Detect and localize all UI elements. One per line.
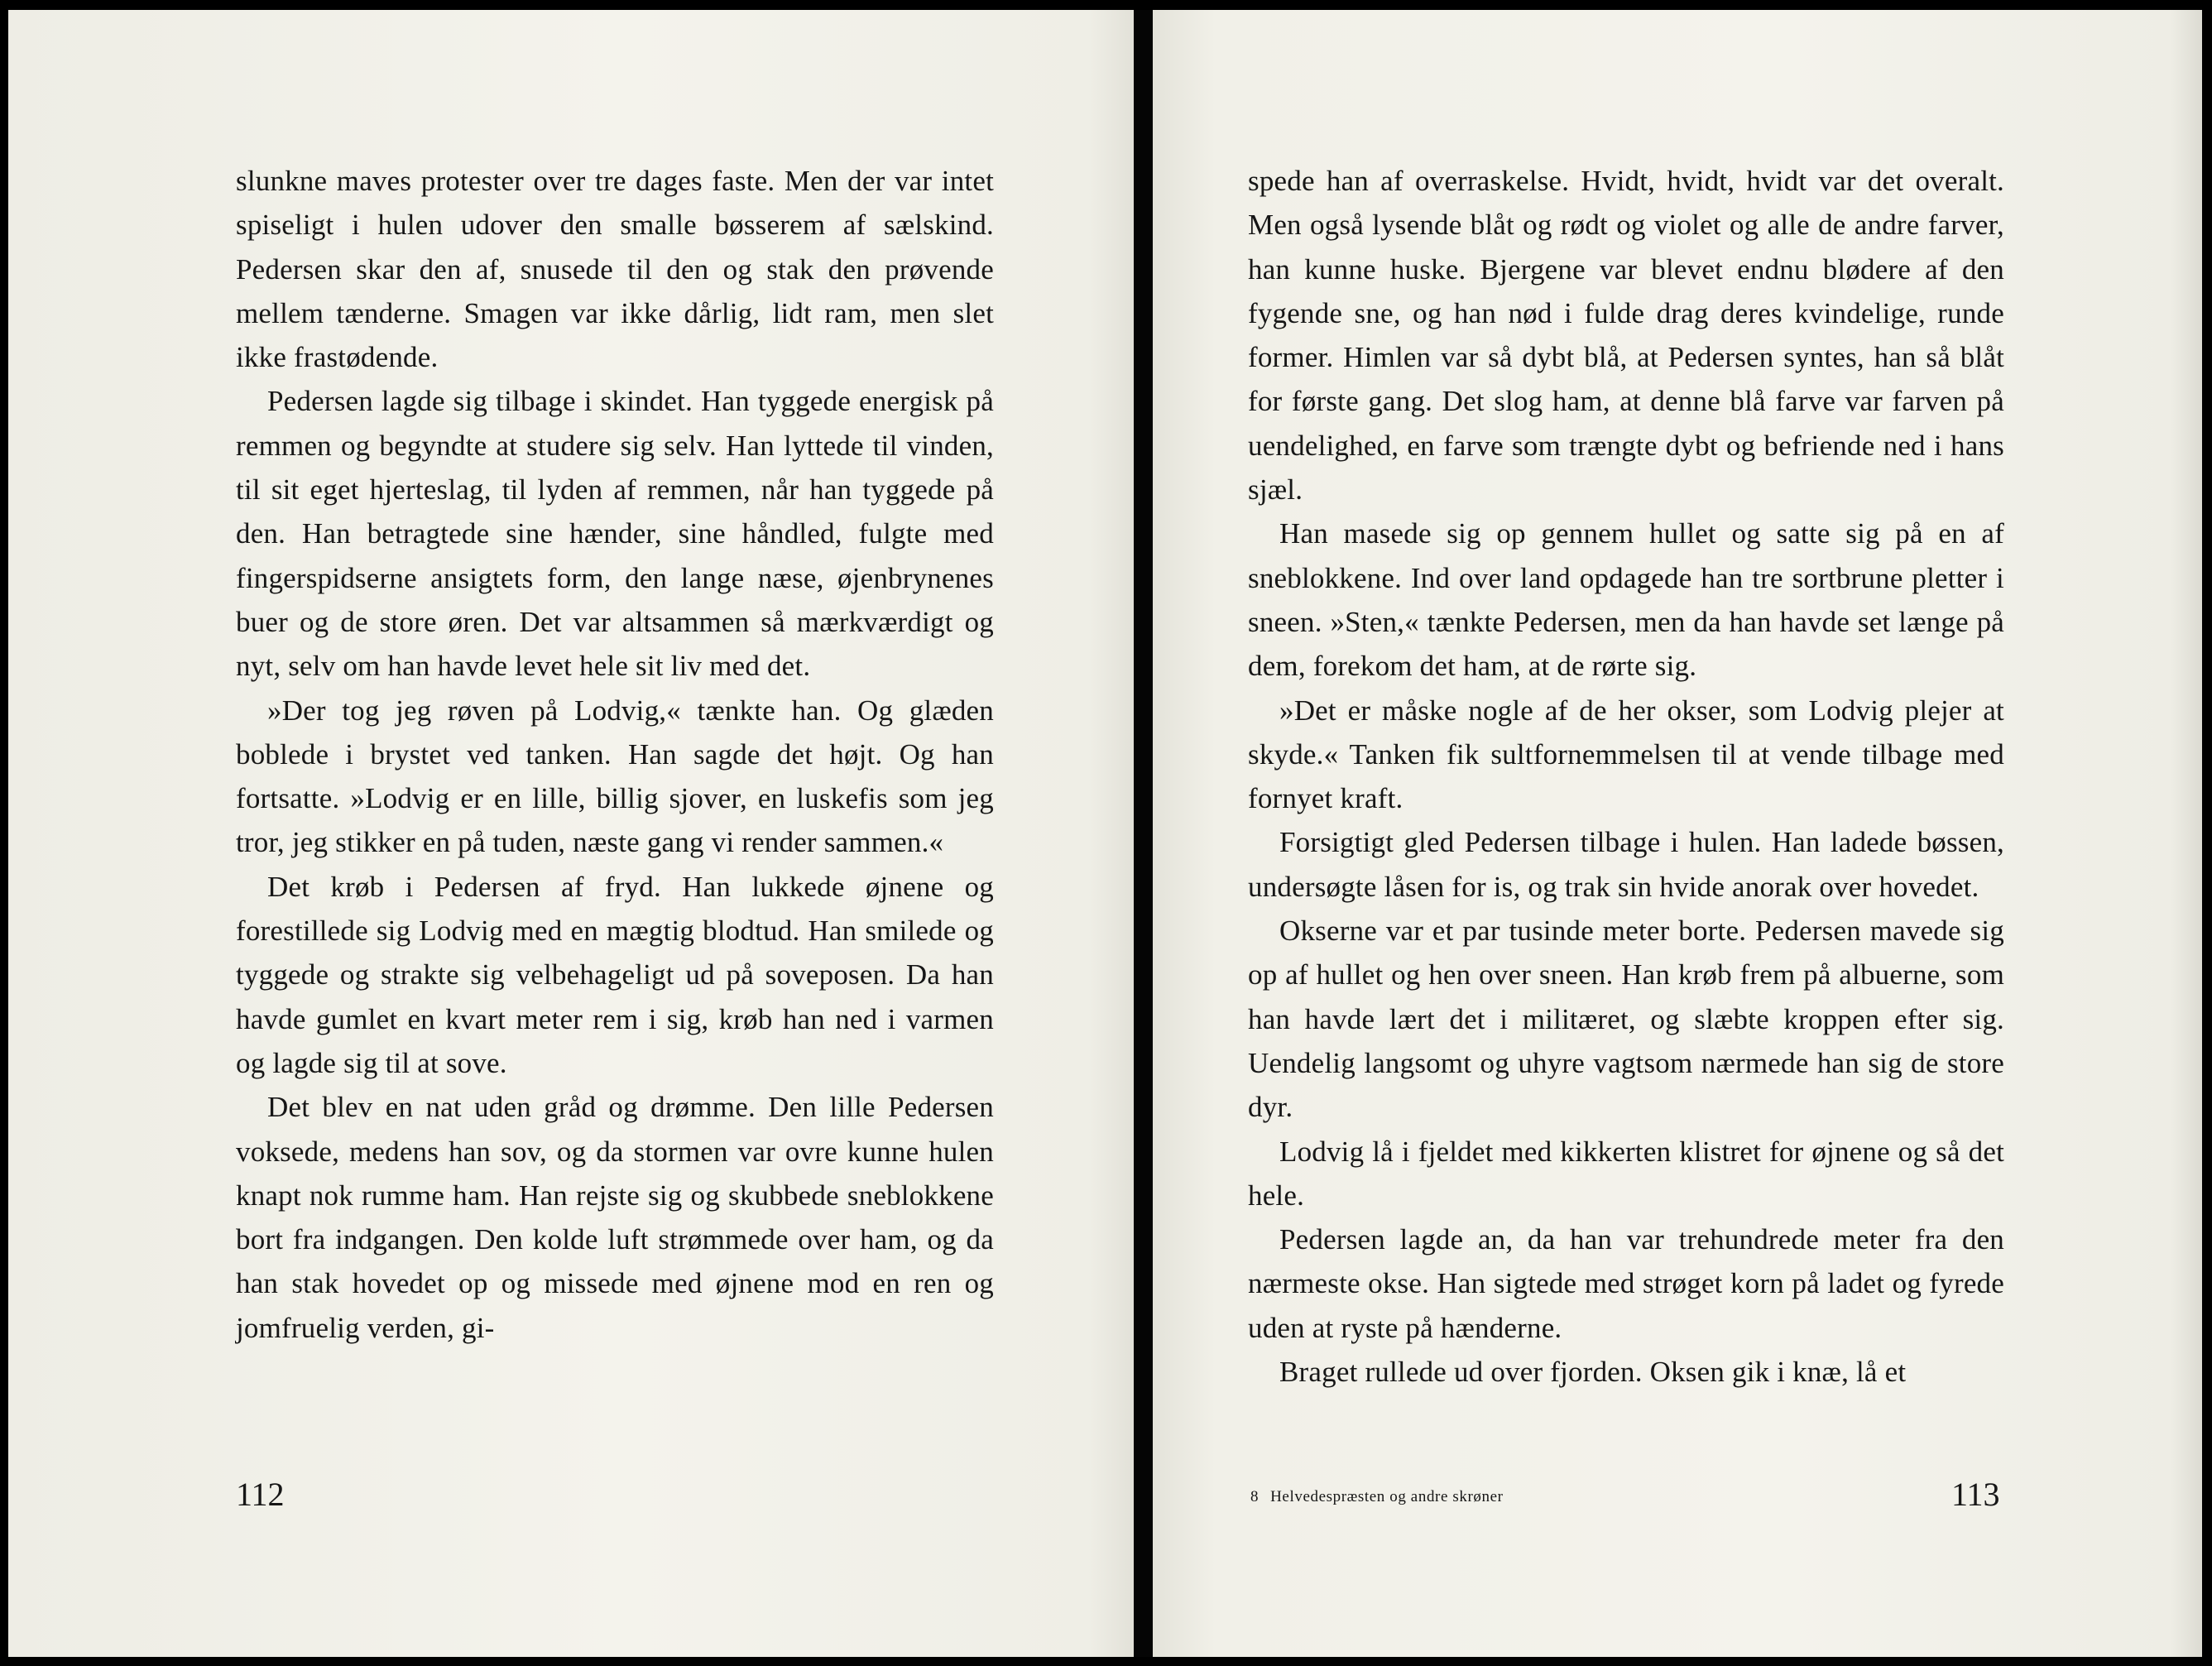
paragraph: Lodvig lå i fjeldet med kikkerten klistret for øjnene og så det hele. <box>1248 1135 2004 1212</box>
signature-title: Helvedespræsten og andre skrøner <box>1270 1488 1504 1505</box>
page-number-right: 113 <box>1951 1476 2000 1513</box>
paragraph: Det blev en nat uden gråd og drømme. Den lille Pedersen voksede, medens han sov, og da stormen var ovre kunne hulen knapt nok rumme ham. Han rejste sig og skubbede sneblokkene bort fra indgangen. Den kolde luft strømmede over ham, og da han stak hovedet op og missede med øjnene mod en ren og jomfruelig verden, gi- <box>236 1091 994 1344</box>
paragraph: Pedersen lagde an, da han var trehundrede meter fra den nærmeste okse. Han sigtede med strøget korn på ladet og fyrede uden at ryste på hænderne. <box>1248 1223 2004 1344</box>
paragraph: »Det er måske nogle af de her okser, som Lodvig plejer at skyde.« Tanken fik sultfornemmelsen til at vende tilbage med fornyet kraft. <box>1248 694 2004 815</box>
paragraph: Braget rullede ud over fjorden. Oksen gik i knæ, lå et <box>1279 1356 1907 1389</box>
signature-number: 8 <box>1250 1488 1260 1505</box>
page-number-left: 112 <box>236 1476 285 1513</box>
paragraph: slunkne maves protester over tre dages faste. Men der var intet spiseligt i hulen udover den smalle bøsserem af sælskind. Pedersen skar den af, snusede til den og stak den prøvende mellem tænderne. Smagen var ikke dårlig, lidt ram, men slet ikke frastødende. <box>236 165 994 374</box>
paragraph: Det krøb i Pedersen af fryd. Han lukkede øjnene og forestillede sig Lodvig med en mægtig blodtud. Han smilede og tyggede og strakte sig velbehageligt ud på soveposen. Da han havde gumlet en kvart meter rem i sig, krøb han ned i varmen og lagde sig til at sove. <box>236 870 994 1079</box>
right-page-text <box>1248 159 2004 1394</box>
paragraph: Pedersen lagde sig tilbage i skindet. Han tyggede energisk på remmen og begyndte at studere sig selv. Han lyttede til vinden, til sit eget hjerteslag, til lyden af remmen, når han tyggede på den. Han betragtede sine hænder, sine håndled, fulgte med fingerspidserne ansigtets form, den lange næse, øjenbrynenes buer og de store øren. Det var altsammen så mærkværdigt og nyt, selv om han havde levet hele sit liv med det. <box>236 385 994 683</box>
left-page-text <box>236 159 994 1350</box>
paragraph: Han masede sig op gennem hullet og satte sig på en af sneblokkene. Ind over land opdagede han tre sortbrune pletter i sneen. »Sten,« tænkte Pedersen, men da han havde set længe på dem, forekom det ham, at de rørte sig. <box>1248 517 2004 683</box>
paragraph: Forsigtigt gled Pedersen tilbage i hulen. Han ladede bøssen, undersøgte låsen for is, og trak sin hvide anorak over hovedet. <box>1248 826 2004 903</box>
printer-signature <box>1250 1487 1504 1507</box>
paragraph: Okserne var et par tusinde meter borte. Pedersen mavede sig op af hullet og hen over sneen. Han krøb frem på albuerne, som han havde lært det i militæret, og slæbte kroppen efter sig. Uendelig langsomt og uhyre vagtsom nærmede han sig de store dyr. <box>1248 915 2004 1124</box>
left-page <box>8 10 1134 1657</box>
paragraph: »Der tog jeg røven på Lodvig,« tænkte han. Og glæden boblede i brystet ved tanken. Han sagde det højt. Og han fortsatte. »Lodvig er en lille, billig sjover, en luskefis som jeg tror, jeg stikker en på tuden, næste gang vi render sammen.« <box>236 694 994 859</box>
book-gutter <box>1134 10 1153 1657</box>
paragraph: spede han af overraskelse. Hvidt, hvidt, hvidt var det overalt. Men også lysende blåt og rødt og violet og alle de andre farver, han kunne huske. Bjergene var blevet endnu blødere af den fygende sne, og han nød i fulde drag deres kvindelige, runde former. Himlen var så dybt blå, at Pedersen syntes, han så blåt for første gang. Det slog ham, at denne blå farve var farven på uendelighed, en farve som trængte dybt og befriende ned i hans sjæl. <box>1248 165 2004 507</box>
right-page <box>1153 10 2202 1657</box>
